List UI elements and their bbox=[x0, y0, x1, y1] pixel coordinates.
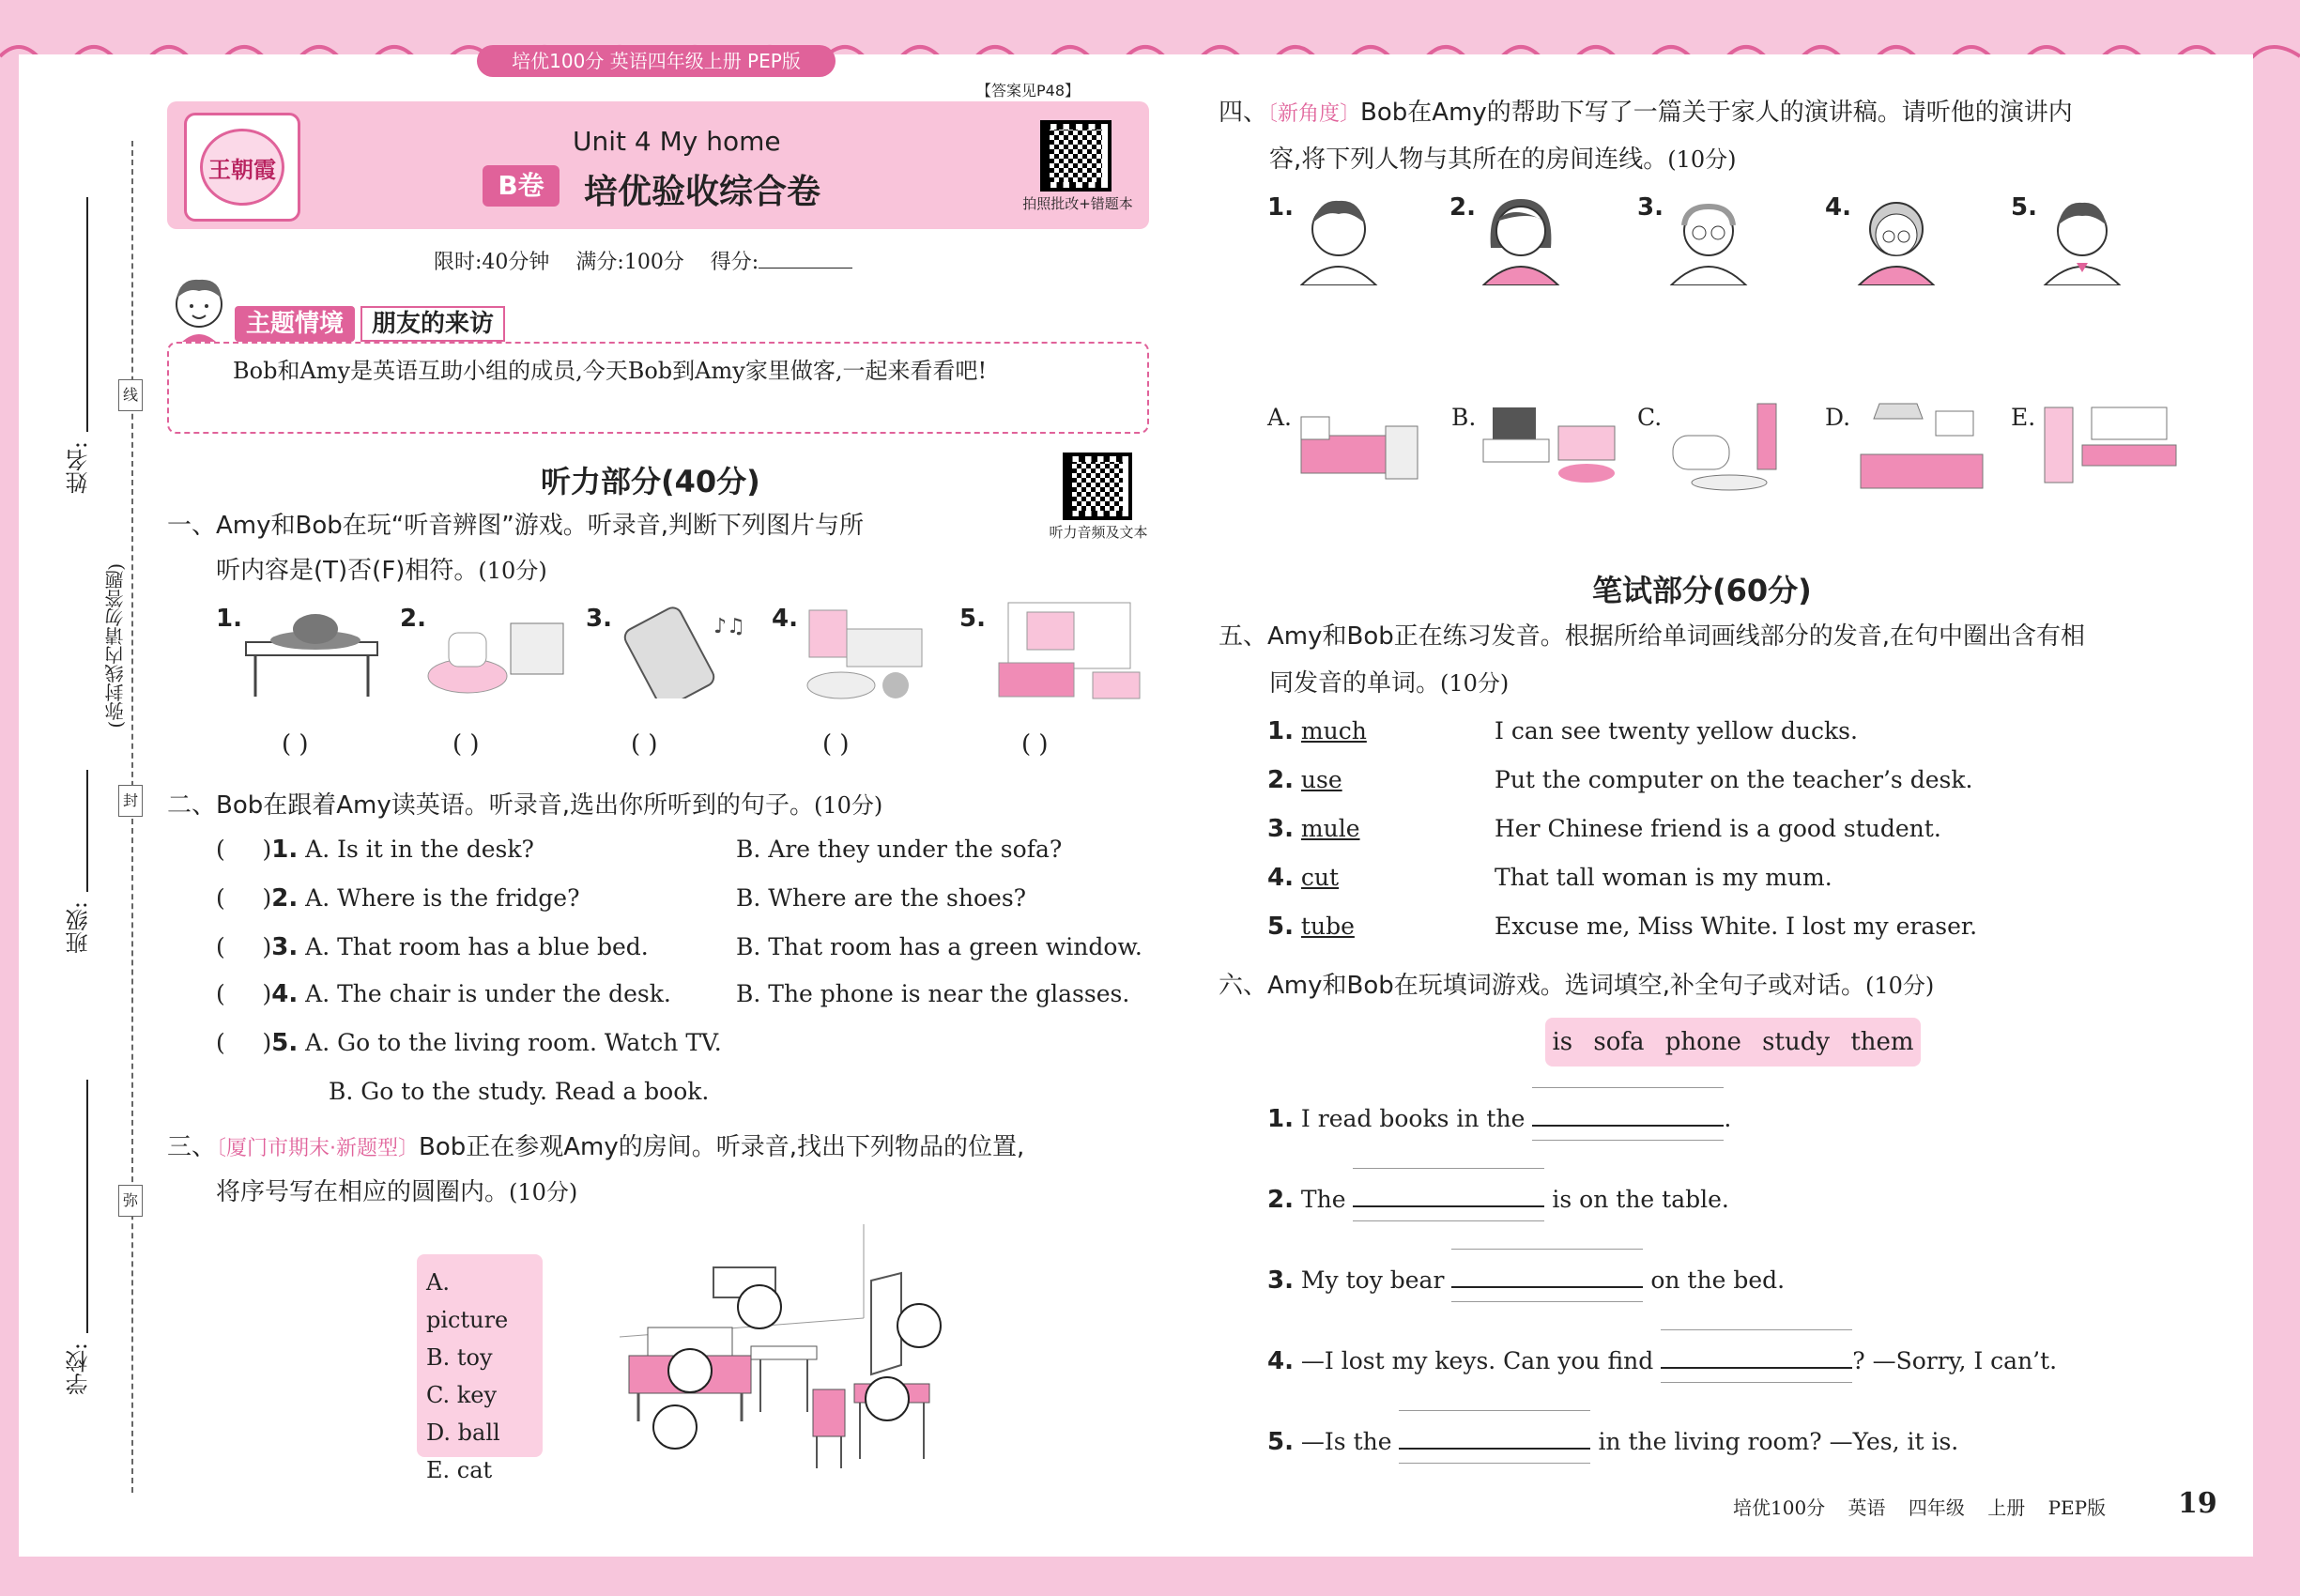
q2-option-5a: A. Go to the living room. Watch TV. bbox=[305, 1029, 722, 1056]
q3-answer-circle-5[interactable] bbox=[737, 1284, 782, 1329]
q2-item-3: ( )3. A. That room has a blue bed. bbox=[216, 933, 649, 961]
q1-answer-5[interactable]: ( ) bbox=[1021, 730, 1049, 759]
theme-tag: 主题情境 bbox=[235, 306, 355, 342]
q4-title-line2: 容,将下列人物与其所在的房间连线。(10分) bbox=[1269, 146, 1737, 174]
q2-answer-2[interactable]: ( ) bbox=[216, 884, 272, 912]
score-label: 得分: bbox=[710, 251, 759, 274]
q6-blank-2[interactable] bbox=[1353, 1185, 1544, 1207]
q6-item-4: 4. —I lost my keys. Can you find ? —Sorry, I can’t. bbox=[1267, 1347, 2058, 1375]
theme-name: 朋友的来访 bbox=[360, 306, 505, 342]
q3-answer-circle-1[interactable] bbox=[897, 1303, 942, 1348]
q1-num-4: 4. bbox=[772, 605, 798, 633]
q6-item-3: 3. My toy bear on the bed. bbox=[1267, 1266, 1786, 1295]
q5-sentence-1[interactable]: I can see twenty yellow ducks. bbox=[1495, 717, 1858, 744]
answer-reference: 【答案见P48】 bbox=[976, 82, 1081, 100]
q2-option-3a: A. That room has a blue bed. bbox=[305, 933, 649, 960]
qr-grading-caption: 拍照批改+错题本 bbox=[1022, 195, 1133, 212]
q1-num-5: 5. bbox=[959, 605, 986, 633]
q6-blank-3[interactable] bbox=[1451, 1266, 1643, 1288]
q4-person-woman-icon bbox=[1474, 192, 1568, 285]
school-field[interactable] bbox=[62, 1343, 95, 1395]
q5-title-line2: 同发音的单词。(10分) bbox=[1269, 669, 1510, 698]
score-blank[interactable] bbox=[759, 268, 852, 269]
q4-num-1: 1. bbox=[1267, 193, 1294, 222]
q2-option-3b: B. That room has a green window. bbox=[736, 933, 1142, 960]
q2-item-2: ( )2. A. Where is the fridge? bbox=[216, 884, 580, 913]
q6-word-bank: is sofa phone study them bbox=[1545, 1018, 1921, 1067]
exam-meta bbox=[434, 246, 852, 275]
q1-answer-1[interactable]: ( ) bbox=[282, 730, 309, 759]
book-series-tag: 培优100分 英语四年级上册 PEP版 bbox=[477, 45, 836, 77]
seal-mark-mi: 弥 bbox=[118, 1185, 143, 1217]
q3-option-b: B. toy bbox=[426, 1344, 493, 1371]
q6-item-2: 2. The is on the table. bbox=[1267, 1186, 1729, 1214]
q5-word-1: much bbox=[1300, 717, 1367, 744]
qr-code-audio[interactable] bbox=[1063, 453, 1132, 520]
q2-option-2a: A. Where is the fridge? bbox=[305, 884, 580, 912]
page-footer: 培优100分 英语 四年级 上册 PEP版 bbox=[1733, 1496, 2107, 1519]
q4-title: 四、〔新角度〕Bob在Amy的帮助下写了一篇关于家人的演讲稿。请听他的演讲内 bbox=[1219, 99, 2073, 127]
q3-options-box bbox=[417, 1254, 543, 1483]
q6-blank-1[interactable] bbox=[1532, 1104, 1724, 1127]
q2-item-4: ( )4. A. The chair is under the desk. bbox=[216, 980, 671, 1008]
q2-title: 二、Bob在跟着Amy读英语。听录音,选出你所听到的句子。(10分) bbox=[167, 791, 883, 820]
boy-avatar-icon bbox=[161, 270, 235, 345]
q6-blank-5[interactable] bbox=[1399, 1427, 1590, 1450]
q2-item-1: ( )1. A. Is it in the desk? bbox=[216, 836, 534, 864]
name-label: 姓名: bbox=[66, 441, 92, 495]
q1-num-3: 3. bbox=[586, 605, 612, 633]
q2-item-5: ( )5. A. Go to the living room. Watch TV. bbox=[216, 1029, 722, 1057]
class-field[interactable] bbox=[62, 901, 95, 954]
q4-room-kitchen bbox=[1851, 398, 1992, 492]
q4-person-boy-icon bbox=[2035, 192, 2129, 285]
class-line bbox=[86, 770, 88, 892]
q4-letter-d: D. bbox=[1825, 404, 1851, 431]
q4-letter-b: B. bbox=[1451, 404, 1477, 431]
writing-section-title: 笔试部分(60分) bbox=[1592, 573, 1812, 608]
logo-emblem: 王朝霞 bbox=[200, 129, 284, 206]
svg-text:♪♫: ♪♫ bbox=[713, 615, 745, 638]
q1-title: 一、Amy和Bob在玩“听音辨图”游戏。听录音,判断下列图片与所 bbox=[167, 512, 864, 540]
q2-option-4b: B. The phone is near the glasses. bbox=[736, 980, 1130, 1007]
q3-option-c: C. key bbox=[426, 1382, 498, 1408]
class-label: 班级: bbox=[66, 901, 92, 955]
q5-sentence-2[interactable]: Put the computer on the teacher’s desk. bbox=[1495, 766, 1973, 793]
q2-answer-5[interactable]: ( ) bbox=[216, 1029, 272, 1056]
q2-option-5b: B. Go to the study. Read a book. bbox=[329, 1078, 710, 1105]
q5-word-4: cut bbox=[1300, 864, 1340, 891]
q1-answer-3[interactable]: ( ) bbox=[631, 730, 658, 759]
q5-item-3: 3. mule bbox=[1267, 815, 1360, 843]
q1-picture-phone bbox=[620, 605, 751, 698]
q3-answer-circle-4[interactable] bbox=[652, 1404, 698, 1450]
q5-item-5: 5. tube bbox=[1267, 913, 1355, 941]
q3-option-a: A. picture bbox=[426, 1269, 509, 1333]
q4-room-bedroom bbox=[1292, 398, 1423, 492]
q4-person-man-icon bbox=[1292, 192, 1386, 285]
school-label: 学校: bbox=[66, 1343, 92, 1396]
qr-audio-caption: 听力音频及文本 bbox=[1049, 524, 1148, 541]
name-field[interactable] bbox=[62, 441, 95, 494]
q2-option-1a: A. Is it in the desk? bbox=[305, 836, 534, 863]
q3-title-line2: 将序号写在相应的圆圈内。(10分) bbox=[216, 1178, 578, 1206]
q4-letter-c: C. bbox=[1637, 404, 1663, 431]
q4-room-living-room bbox=[1474, 398, 1624, 492]
q5-word-5: tube bbox=[1300, 913, 1355, 940]
q4-letter-e: E. bbox=[2011, 404, 2036, 431]
q6-title: 六、Amy和Bob在玩填词游戏。选词填空,补全句子或对话。(10分) bbox=[1219, 972, 1935, 1000]
no-answer-note: (弥封线内请勿答题) bbox=[104, 563, 127, 729]
worksheet-title: 培优验收综合卷 bbox=[584, 173, 821, 211]
q2-answer-3[interactable]: ( ) bbox=[216, 933, 272, 960]
q2-option-2b: B. Where are the shoes? bbox=[736, 884, 1027, 912]
q5-sentence-5[interactable]: Excuse me, Miss White. I lost my eraser. bbox=[1495, 913, 1978, 940]
q4-room-study bbox=[2035, 398, 2185, 492]
full-score: 满分:100分 bbox=[575, 251, 684, 274]
q1-answer-4[interactable]: ( ) bbox=[822, 730, 850, 759]
publisher-logo bbox=[184, 113, 300, 222]
q4-person-grandma-icon bbox=[1849, 192, 1943, 285]
q3-title: 三、〔厦门市期末·新题型〕Bob正在参观Amy的房间。听录音,找出下列物品的位置, bbox=[167, 1133, 1025, 1161]
unit-title: Unit 4 My home bbox=[573, 126, 781, 157]
seal-mark-line: 线 bbox=[118, 379, 143, 411]
q1-num-2: 2. bbox=[400, 605, 426, 633]
q5-word-3: mule bbox=[1300, 815, 1360, 842]
q1-picture-bedroom bbox=[989, 597, 1149, 710]
q1-picture-living-room bbox=[421, 605, 571, 698]
q3-option-d: D. ball bbox=[426, 1420, 500, 1446]
volume-badge: B卷 bbox=[483, 165, 560, 207]
q5-title: 五、Amy和Bob正在练习发音。根据所给单词画线部分的发音,在句中圈出含有相 bbox=[1219, 622, 2086, 651]
q4-num-5: 5. bbox=[2011, 193, 2037, 222]
q5-item-4: 4. cut bbox=[1267, 864, 1340, 892]
q4-num-2: 2. bbox=[1449, 193, 1476, 222]
q4-person-grandpa-icon bbox=[1662, 192, 1756, 285]
q2-answer-1[interactable]: ( ) bbox=[216, 836, 272, 863]
seal-mark-seal: 封 bbox=[118, 785, 143, 817]
q5-sentence-3[interactable]: Her Chinese friend is a good student. bbox=[1495, 815, 1941, 842]
listening-section-title: 听力部分(40分) bbox=[541, 464, 760, 499]
q1-num-1: 1. bbox=[216, 605, 242, 633]
q1-answer-2[interactable]: ( ) bbox=[452, 730, 480, 759]
name-line bbox=[86, 197, 88, 432]
q6-blank-4[interactable] bbox=[1661, 1346, 1852, 1369]
q3-option-e: E. cat bbox=[426, 1457, 493, 1483]
theme-intro: Bob和Amy是英语互助小组的成员,今天Bob到Amy家里做客,一起来看看吧! bbox=[167, 342, 1149, 434]
q5-item-2: 2. use bbox=[1267, 766, 1342, 794]
q2-option-1b: B. Are they under the sofa? bbox=[736, 836, 1063, 863]
q4-room-bathroom bbox=[1664, 398, 1795, 492]
binding-dashed-line bbox=[131, 141, 133, 1493]
q2-option-4a: A. The chair is under the desk. bbox=[305, 980, 671, 1007]
q3-answer-circle-2[interactable] bbox=[667, 1348, 713, 1393]
page-number: 19 bbox=[2178, 1487, 2217, 1520]
q5-item-1: 1. much bbox=[1267, 717, 1367, 745]
q1-picture-hat-on-table bbox=[237, 605, 387, 698]
q6-item-5: 5. —Is the in the living room? —Yes, it is. bbox=[1267, 1428, 1959, 1456]
q1-picture-bathroom-cat bbox=[794, 601, 935, 704]
q5-word-2: use bbox=[1300, 766, 1342, 793]
q4-num-4: 4. bbox=[1825, 193, 1851, 222]
q4-num-3: 3. bbox=[1637, 193, 1664, 222]
q4-letter-a: A. bbox=[1267, 404, 1293, 431]
q6-item-1: 1. I read books in the . bbox=[1267, 1105, 1732, 1133]
q2-answer-4[interactable]: ( ) bbox=[216, 980, 272, 1007]
time-limit: 限时:40分钟 bbox=[434, 251, 550, 274]
q1-title-line2: 听内容是(T)否(F)相符。(10分) bbox=[216, 557, 547, 585]
school-line bbox=[86, 1080, 88, 1333]
q5-sentence-4[interactable]: That tall woman is my mum. bbox=[1495, 864, 1832, 891]
qr-code-grading[interactable] bbox=[1040, 120, 1112, 192]
q3-answer-circle-3[interactable] bbox=[865, 1376, 910, 1421]
